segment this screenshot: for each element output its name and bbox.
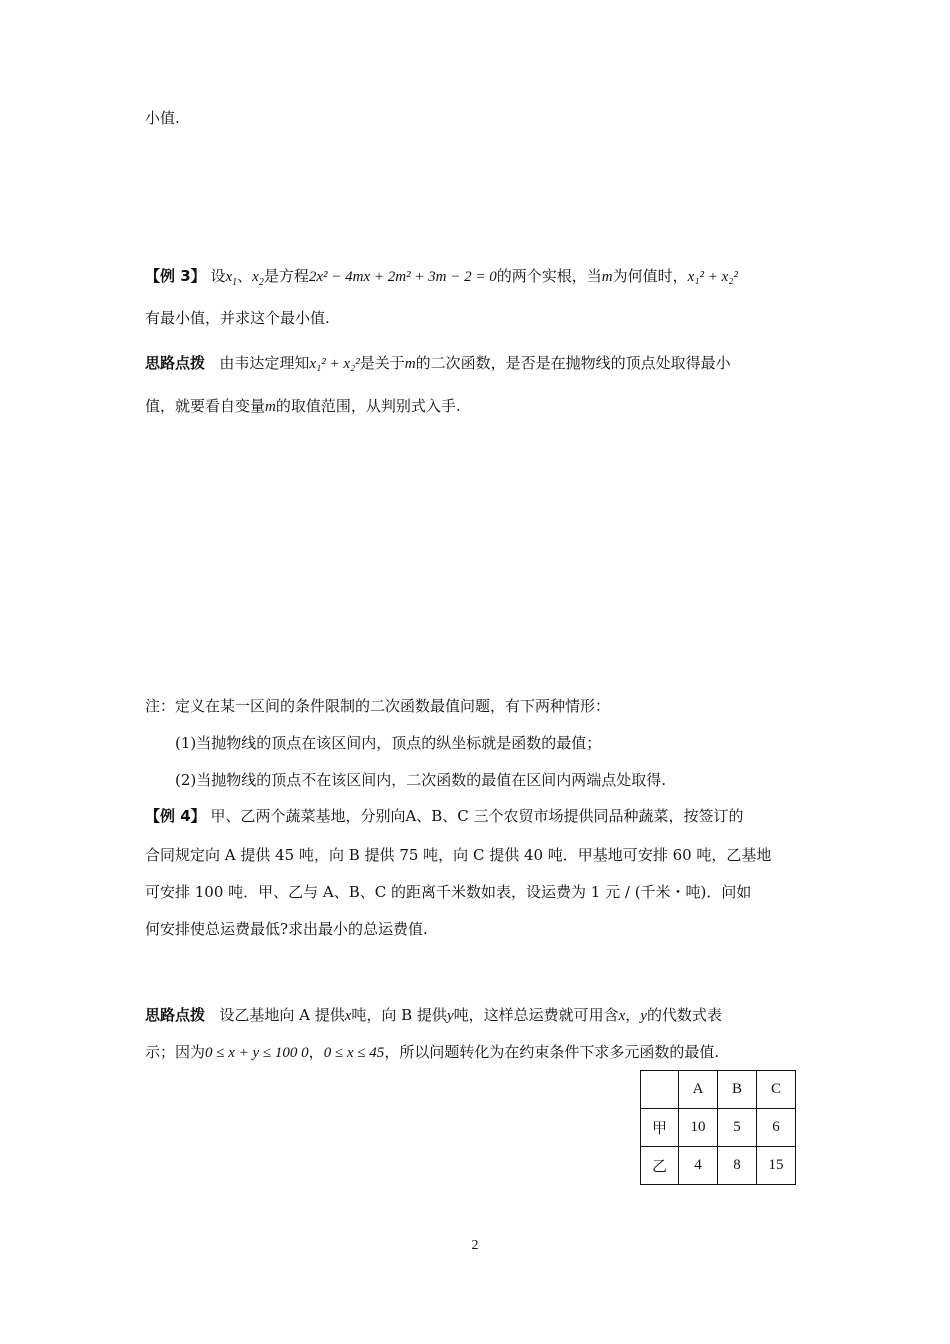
example3-text4: 为何值时， [612, 267, 688, 285]
hint4-cond2: 0 ≤ x ≤ 45 [323, 1045, 385, 1061]
hint3-var-m: m [404, 356, 416, 372]
example4-line3: 可安排 100 吨．甲、乙与 A、B、C 的距离千米数如表，设运费为 1 元 / (千米・吨)．问如 [145, 883, 752, 901]
table-cell: 15 [757, 1147, 796, 1185]
hint4-line2b: ，所以问题转化为在约束条件下求多元函数的最值. [384, 1043, 720, 1061]
example3-line2: 有最小值，并求这个最小值. [145, 309, 330, 327]
table-cell: 5 [718, 1109, 757, 1147]
table-cell: B [718, 1071, 757, 1109]
example3-text3: 的两个实根，当 [496, 267, 602, 285]
hint3-text3: 的二次函数，是否是在抛物线的顶点处取得最小 [415, 354, 731, 372]
hint4-var-x2: x [618, 1008, 626, 1024]
table-row [641, 1109, 796, 1147]
page-number: 2 [471, 1238, 479, 1253]
hint4-text2: 吨，向 B 提供 [351, 1006, 447, 1024]
hint4-cond1: 0 ≤ x + y ≤ 100 0 [205, 1045, 309, 1061]
table-cell: 6 [757, 1109, 796, 1147]
table-cell: 4 [679, 1147, 718, 1185]
table-cell [641, 1071, 679, 1109]
hint4-line1 [145, 1005, 722, 1026]
table-cell: C [757, 1071, 796, 1109]
hint3-line2a: 值，就要看自变量 [145, 397, 266, 415]
example3-text2: 是方程 [263, 267, 309, 285]
hint4-var-y2: y [640, 1008, 647, 1024]
hint3-expr: x₁² + x₂² [309, 356, 360, 372]
hint3-line1 [145, 353, 731, 374]
expr-sum-squares: x₁² + x₂² [687, 269, 739, 285]
example4-label: 【例 4】 [145, 807, 206, 825]
hint4-label: 思路点拨 [145, 1006, 206, 1024]
note-item2: (2)当抛物线的顶点不在该区间内，二次函数的最值在区间内两端点处取得. [175, 771, 667, 789]
hint4-text3: 吨，这样总运费就可用含 [453, 1006, 619, 1024]
hint3-text1: 由韦达定理知 [219, 354, 310, 372]
hint4-text5: 的代数式表 [646, 1006, 722, 1024]
hint3-var-m2: m [265, 399, 276, 415]
distance-table [640, 1070, 796, 1185]
var-x1: $x_1$ [225, 269, 238, 288]
example4-line1 [145, 806, 744, 826]
table-cell: 8 [718, 1147, 757, 1185]
example4-text1: 甲、乙两个蔬菜基地，分别向A、B、C 三个农贸市场提供同品种蔬菜，按签订的 [210, 807, 744, 825]
hint4-text1: 设乙基地向 A 提供 [219, 1006, 345, 1024]
hint3-label: 思路点拨 [145, 354, 206, 372]
table-row [641, 1147, 796, 1185]
var-m: m [601, 269, 613, 285]
example3-line1 [145, 266, 738, 293]
note-line1: 注：定义在某一区间的条件限制的二次函数最值问题，有下两种情形： [145, 697, 611, 715]
hint3-line2b: 的取值范围，从判别式入手. [275, 397, 461, 415]
example3-label: 【例 3】 [145, 267, 206, 285]
table-cell: 10 [679, 1109, 718, 1147]
example4-line4: 何安排使总运费最低?求出最小的总运费值. [145, 920, 428, 938]
equation: 2x² − 4mx + 2m² + 3m − 2 = 0 [308, 269, 497, 285]
hint4-var-y: y [446, 1008, 454, 1024]
table-header-row [641, 1071, 796, 1109]
hint3-text2: 是关于 [359, 354, 405, 372]
var-x2: $x_2$ [252, 269, 264, 288]
hint4-line2a: 示；因为 [145, 1043, 206, 1061]
table-cell: 乙 [641, 1147, 679, 1185]
note-item1: (1)当抛物线的顶点在该区间内，顶点的纵坐标就是函数的最值； [175, 734, 602, 752]
example3-text1: 设 [210, 267, 226, 285]
table-cell: A [679, 1071, 718, 1109]
hint4-comma: ， [308, 1043, 324, 1061]
hint4-var-x: x [344, 1008, 352, 1024]
continuation-text: 小值. [145, 109, 180, 127]
hint3-line2 [145, 396, 461, 417]
hint4-line2 [145, 1042, 719, 1063]
example4-line2: 合同规定向 A 提供 45 吨，向 B 提供 75 吨，向 C 提供 40 吨．甲基地可安排 60 吨，乙基地 [145, 846, 772, 864]
hint4-text4: ， [625, 1006, 641, 1024]
example3-sep: 、 [237, 267, 253, 285]
table-cell: 甲 [641, 1109, 679, 1147]
